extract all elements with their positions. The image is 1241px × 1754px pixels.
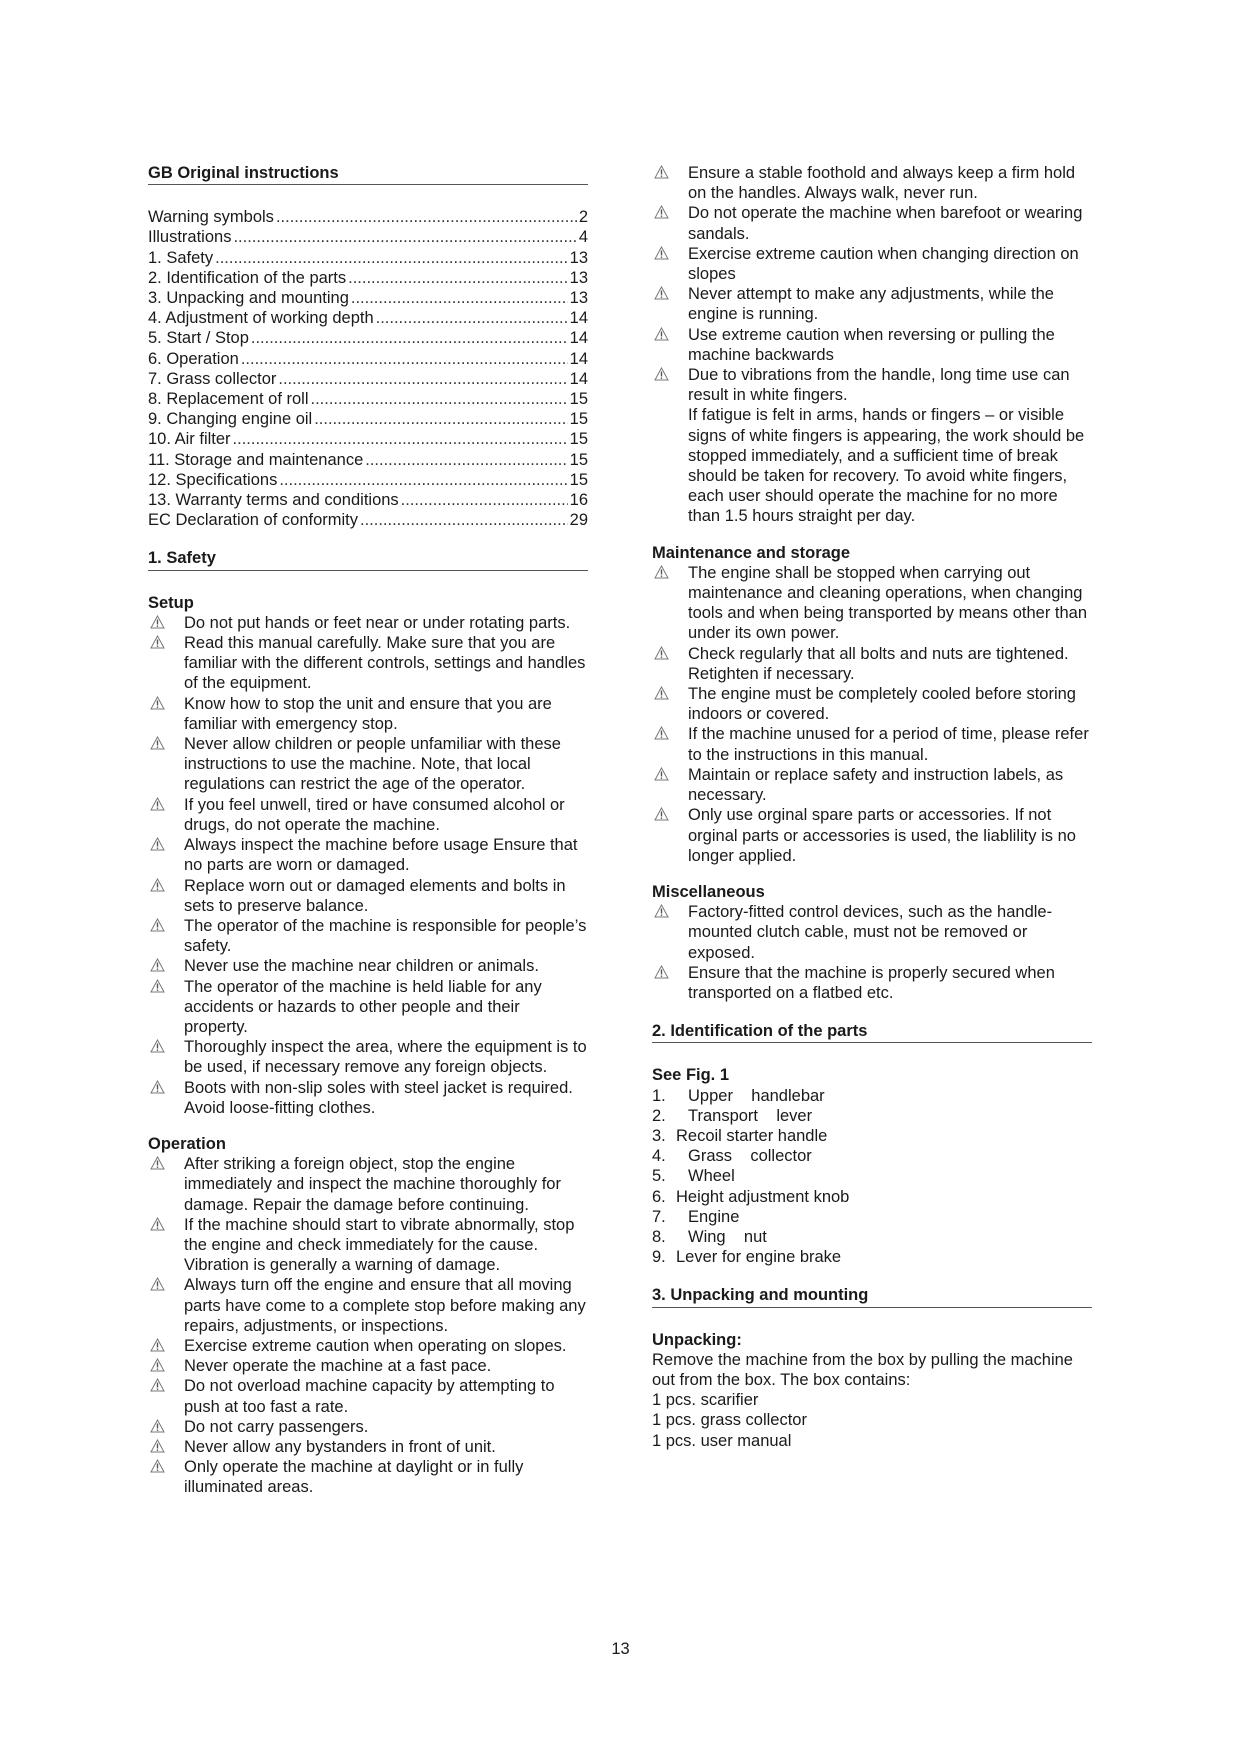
warning-item (652, 684, 1092, 724)
warning-item (652, 163, 1092, 203)
part-number: 5. (652, 1167, 666, 1186)
warning-text: Use extreme caution when reversing or pulling the machine backwards (688, 325, 1055, 364)
toc-entry-label: 7. Grass collector (148, 369, 277, 388)
toc-leader-dots (215, 248, 568, 268)
toc-entry (148, 409, 588, 429)
toc-entry-label: 1. Safety (148, 248, 214, 267)
part-item (652, 1166, 1092, 1186)
warning-item (652, 902, 1092, 963)
warning-text: Always inspect the machine before usage Ensure that no parts are worn or damaged. (184, 836, 578, 875)
page-number: 13 (611, 1640, 630, 1658)
warning-item (652, 644, 1092, 684)
fatigue-note: If fatigue is felt in arms, hands or fingers – or visible signs of white fingers is appearing, the work should be stopped immediately, and a sufficient time of break should be taken for recovery. To avoid white fingers, each user should operate the machine for no more than 1.5 hours straight per day. (688, 406, 1085, 526)
toc-entry-page: 4 (578, 228, 588, 247)
warning-item (148, 694, 588, 734)
warning-text: Only operate the machine at daylight or in fully illuminated areas. (184, 1458, 524, 1497)
warning-triangle-icon (150, 736, 165, 750)
toc-entry-label: 4. Adjustment of working depth (148, 309, 374, 328)
toc-entry-page: 29 (569, 511, 588, 530)
warning-triangle-icon (654, 367, 669, 381)
part-label: Recoil starter handle (676, 1126, 828, 1145)
warning-text: Boots with non-slip soles with steel jacket is required. Avoid loose-fitting clothes. (184, 1078, 573, 1117)
warning-triangle-icon (150, 635, 165, 649)
identification-heading: 2. Identification of the parts (652, 1021, 1092, 1043)
maintenance-heading: Maintenance and storage (652, 543, 851, 562)
warning-triangle-icon (150, 1459, 165, 1473)
warning-item (148, 1215, 588, 1276)
part-label: Engine (688, 1207, 740, 1226)
warning-triangle-icon (150, 1358, 165, 1372)
warning-item (148, 1437, 588, 1457)
warning-triangle-icon (654, 327, 669, 341)
warning-item (652, 765, 1092, 805)
warning-triangle-icon (654, 686, 669, 700)
warning-text: After striking a foreign object, stop the engine immediately and inspect the machine thoroughly for damage. Repair the damage before continuing. (184, 1155, 561, 1214)
warning-triangle-icon (654, 286, 669, 300)
part-item (652, 1106, 1092, 1126)
part-label: Upper handlebar (688, 1086, 825, 1105)
toc-leader-dots (360, 510, 568, 530)
warning-triangle-icon (654, 965, 669, 979)
parts-list (652, 1086, 1092, 1268)
toc-entry-page: 16 (569, 491, 588, 510)
toc-entry-page: 15 (569, 470, 588, 489)
toc-entry (148, 248, 588, 268)
operation-list-right (652, 163, 1092, 405)
toc-leader-dots (276, 207, 577, 227)
warning-triangle-icon (150, 958, 165, 972)
warning-triangle-icon (150, 1378, 165, 1392)
part-item (652, 1207, 1092, 1227)
toc-entry (148, 328, 588, 348)
part-item (652, 1126, 1092, 1146)
warning-item (652, 244, 1092, 284)
toc-entry-label: 10. Air filter (148, 430, 231, 449)
part-number: 6. (652, 1187, 666, 1206)
part-label: Transport lever (688, 1106, 813, 1125)
warning-triangle-icon (150, 837, 165, 851)
toc-entry-label: 8. Replacement of roll (148, 390, 309, 409)
warning-triangle-icon (654, 767, 669, 781)
warning-item (148, 633, 588, 694)
part-number: 2. (652, 1106, 666, 1125)
warning-text: Ensure that the machine is properly secured when transported on a flatbed etc. (688, 963, 1055, 1002)
operation-heading: Operation (148, 1134, 226, 1153)
toc-entry-page: 14 (569, 329, 588, 348)
toc-entry (148, 207, 588, 227)
toc-leader-dots (311, 389, 568, 409)
toc-entry (148, 308, 588, 328)
warning-text: If you feel unwell, tired or have consumed alcohol or drugs, do not operate the machine. (184, 795, 565, 834)
part-item (652, 1187, 1092, 1207)
toc-entry (148, 510, 588, 530)
warning-item (148, 1417, 588, 1437)
warning-text: Check regularly that all bolts and nuts are tightened. Retighten if necessary. (688, 644, 1069, 683)
right-column (652, 163, 1092, 1451)
warning-item (148, 1078, 588, 1118)
part-label: Grass collector (688, 1147, 812, 1166)
toc-leader-dots (376, 308, 568, 328)
warning-item (148, 977, 588, 1038)
toc-leader-dots (233, 429, 568, 449)
toc-entry-page: 2 (578, 208, 588, 227)
warning-text: Thoroughly inspect the area, where the equipment is to be used, if necessary remove any foreign objects. (184, 1038, 587, 1077)
warning-text: Know how to stop the unit and ensure that you are familiar with emergency stop. (184, 694, 552, 733)
warning-text: The engine shall be stopped when carrying out maintenance and cleaning operations, when changing tools and when being transported by means other than under its own power. (688, 563, 1088, 643)
toc-leader-dots (241, 349, 568, 369)
warning-text: Do not operate the machine when barefoot or wearing sandals. (688, 204, 1083, 243)
warning-item (652, 365, 1092, 405)
toc-entry (148, 369, 588, 389)
warning-text: Replace worn out or damaged elements and bolts in sets to preserve balance. (184, 876, 566, 915)
warning-item (148, 835, 588, 875)
part-number: 4. (652, 1147, 666, 1166)
warning-triangle-icon (654, 165, 669, 179)
toc-entry-label: 6. Operation (148, 349, 239, 368)
toc-entry-label: Illustrations (148, 228, 232, 247)
part-label: Height adjustment knob (676, 1187, 850, 1206)
unpacking-subheading: Unpacking: (652, 1330, 742, 1349)
maintenance-list (652, 563, 1092, 866)
toc-entry (148, 389, 588, 409)
part-label: Lever for engine brake (676, 1248, 842, 1267)
part-label: Wing nut (688, 1227, 767, 1246)
warning-item (148, 1376, 588, 1416)
toc-entry (148, 268, 588, 288)
toc-leader-dots (251, 328, 568, 348)
part-number: 7. (652, 1207, 666, 1226)
toc-leader-dots (233, 227, 576, 247)
warning-item (148, 1356, 588, 1376)
box-content-item: 1 pcs. grass collector (652, 1411, 807, 1430)
warning-triangle-icon (150, 1156, 165, 1170)
part-number: 8. (652, 1227, 666, 1246)
warning-text: Factory-fitted control devices, such as the handle-mounted clutch cable, must not be removed or exposed. (688, 903, 1053, 962)
table-of-contents (148, 207, 588, 530)
part-item (652, 1086, 1092, 1106)
safety-heading: 1. Safety (148, 548, 588, 570)
toc-entry-label: 5. Start / Stop (148, 329, 249, 348)
toc-entry (148, 227, 588, 247)
warning-item (652, 724, 1092, 764)
warning-triangle-icon (654, 565, 669, 579)
box-content-item: 1 pcs. user manual (652, 1431, 792, 1450)
toc-leader-dots (314, 409, 567, 429)
warning-text: Do not overload machine capacity by attempting to push at too fast a rate. (184, 1377, 555, 1416)
warning-text: Never use the machine near children or animals. (184, 957, 539, 976)
toc-entry-label: 13. Warranty terms and conditions (148, 491, 399, 510)
warning-text: Maintain or replace safety and instruction labels, as necessary. (688, 765, 1064, 805)
warning-triangle-icon (150, 615, 165, 629)
toc-entry-label: EC Declaration of conformity (148, 511, 358, 530)
left-column (148, 163, 588, 1498)
toc-entry-page: 13 (569, 248, 588, 267)
warning-text: Never allow children or people unfamiliar with these instructions to use the machine. Note, that local regulations can restrict the age of the operator. (184, 735, 561, 794)
warning-text: Read this manual carefully. Make sure that you are familiar with the different controls, settings and handles of the equipment. (184, 634, 586, 693)
unpacking-heading: 3. Unpacking and mounting (652, 1285, 1092, 1307)
toc-entry-label: 2. Identification of the parts (148, 268, 347, 287)
warning-item (652, 805, 1092, 866)
warning-item (652, 563, 1092, 644)
warning-triangle-icon (150, 1080, 165, 1094)
warning-item (148, 795, 588, 835)
toc-leader-dots (365, 450, 567, 470)
toc-entry-page: 15 (569, 450, 588, 469)
warning-item (148, 1457, 588, 1497)
warning-text: Do not put hands or feet near or under rotating parts. (184, 613, 571, 632)
warning-text: Ensure a stable foothold and always keep a firm hold on the handles. Always walk, never run. (688, 164, 1076, 203)
warning-item (148, 956, 588, 976)
warning-triangle-icon (150, 1338, 165, 1352)
warning-triangle-icon (654, 646, 669, 660)
misc-heading: Miscellaneous (652, 882, 765, 901)
warning-item (652, 284, 1092, 324)
warning-text: Exercise extreme caution when operating on slopes. (184, 1336, 567, 1355)
warning-triangle-icon (150, 918, 165, 932)
warning-text: Only use orginal spare parts or accessories. If not orginal parts or accessories is used, the liablility is no longer applied. (688, 806, 1076, 865)
warning-triangle-icon (150, 979, 165, 993)
box-content-item: 1 pcs. scarifier (652, 1391, 759, 1410)
warning-triangle-icon (654, 205, 669, 219)
toc-entry (148, 470, 588, 490)
operation-list-left (148, 1154, 588, 1497)
warning-item (148, 1336, 588, 1356)
part-number: 9. (652, 1248, 666, 1267)
toc-entry-page: 14 (569, 369, 588, 388)
warning-triangle-icon (654, 904, 669, 918)
part-item (652, 1247, 1092, 1267)
part-item (652, 1227, 1092, 1247)
toc-heading: GB Original instructions (148, 163, 588, 185)
warning-text: Do not carry passengers. (184, 1417, 369, 1436)
warning-text: The operator of the machine is held liable for any accidents or hazards to other people and their property. (184, 977, 542, 1036)
toc-entry-page: 14 (569, 309, 588, 328)
warning-triangle-icon (150, 1439, 165, 1453)
toc-entry-label: 3. Unpacking and mounting (148, 289, 349, 308)
toc-leader-dots (401, 490, 568, 510)
toc-entry (148, 450, 588, 470)
toc-leader-dots (278, 369, 567, 389)
setup-list (148, 613, 588, 1118)
warning-text: If the machine unused for a period of time, please refer to the instructions in this manual. (688, 725, 1089, 764)
warning-item (148, 876, 588, 916)
toc-entry-page: 15 (569, 390, 588, 409)
toc-entry-label: 11. Storage and maintenance (148, 450, 364, 469)
warning-text: Exercise extreme caution when changing direction on slopes (688, 244, 1079, 284)
toc-leader-dots (351, 288, 568, 308)
warning-item (148, 613, 588, 633)
warning-triangle-icon (150, 1039, 165, 1053)
warning-text: Never operate the machine at a fast pace. (184, 1357, 492, 1376)
warning-item (148, 1275, 588, 1336)
toc-entry-label: 12. Specifications (148, 470, 278, 489)
warning-item (652, 325, 1092, 365)
warning-item (148, 916, 588, 956)
part-label: Wheel (688, 1167, 735, 1186)
toc-entry-label: 9. Changing engine oil (148, 410, 313, 429)
warning-triangle-icon (150, 878, 165, 892)
setup-heading: Setup (148, 593, 194, 612)
toc-entry (148, 349, 588, 369)
toc-entry-page: 14 (569, 349, 588, 368)
warning-text: Never allow any bystanders in front of unit. (184, 1437, 496, 1456)
toc-entry-page: 13 (569, 289, 588, 308)
warning-text: If the machine should start to vibrate abnormally, stop the engine and check immediately for the cause. Vibration is generally a warning of damage. (184, 1215, 575, 1275)
warning-triangle-icon (654, 807, 669, 821)
warning-triangle-icon (150, 1419, 165, 1433)
warning-triangle-icon (150, 696, 165, 710)
warning-triangle-icon (150, 797, 165, 811)
warning-text: The operator of the machine is responsible for people’s safety. (184, 916, 587, 956)
misc-list (652, 902, 1092, 1003)
warning-item (148, 1154, 588, 1215)
warning-text: Never attempt to make any adjustments, while the engine is running. (688, 285, 1054, 324)
warning-triangle-icon (654, 726, 669, 740)
part-number: 1. (652, 1086, 666, 1105)
part-number: 3. (652, 1126, 666, 1145)
warning-item (148, 1037, 588, 1077)
toc-entry (148, 490, 588, 510)
warning-triangle-icon (150, 1217, 165, 1231)
warning-item (652, 203, 1092, 243)
toc-entry (148, 288, 588, 308)
unpacking-intro: Remove the machine from the box by pulling the machine out from the box. The box contains: (652, 1350, 1073, 1389)
warning-triangle-icon (654, 246, 669, 260)
warning-triangle-icon (150, 1277, 165, 1291)
toc-leader-dots (279, 470, 567, 490)
part-item (652, 1146, 1092, 1166)
warning-text: Due to vibrations from the handle, long time use can result in white fingers. (688, 366, 1070, 405)
toc-entry-label: Warning symbols (148, 208, 274, 227)
toc-entry-page: 13 (569, 268, 588, 287)
see-fig-heading: See Fig. 1 (652, 1066, 730, 1085)
box-contents (652, 1390, 1092, 1451)
warning-text: The engine must be completely cooled before storing indoors or covered. (688, 685, 1076, 724)
toc-entry (148, 429, 588, 449)
toc-entry-page: 15 (569, 410, 588, 429)
warning-text: Always turn off the engine and ensure that all moving parts have come to a complete stop before making any repairs, adjustments, or inspections. (184, 1276, 586, 1335)
warning-item (652, 963, 1092, 1003)
toc-entry-page: 15 (569, 430, 588, 449)
warning-item (148, 734, 588, 795)
toc-leader-dots (348, 268, 568, 288)
